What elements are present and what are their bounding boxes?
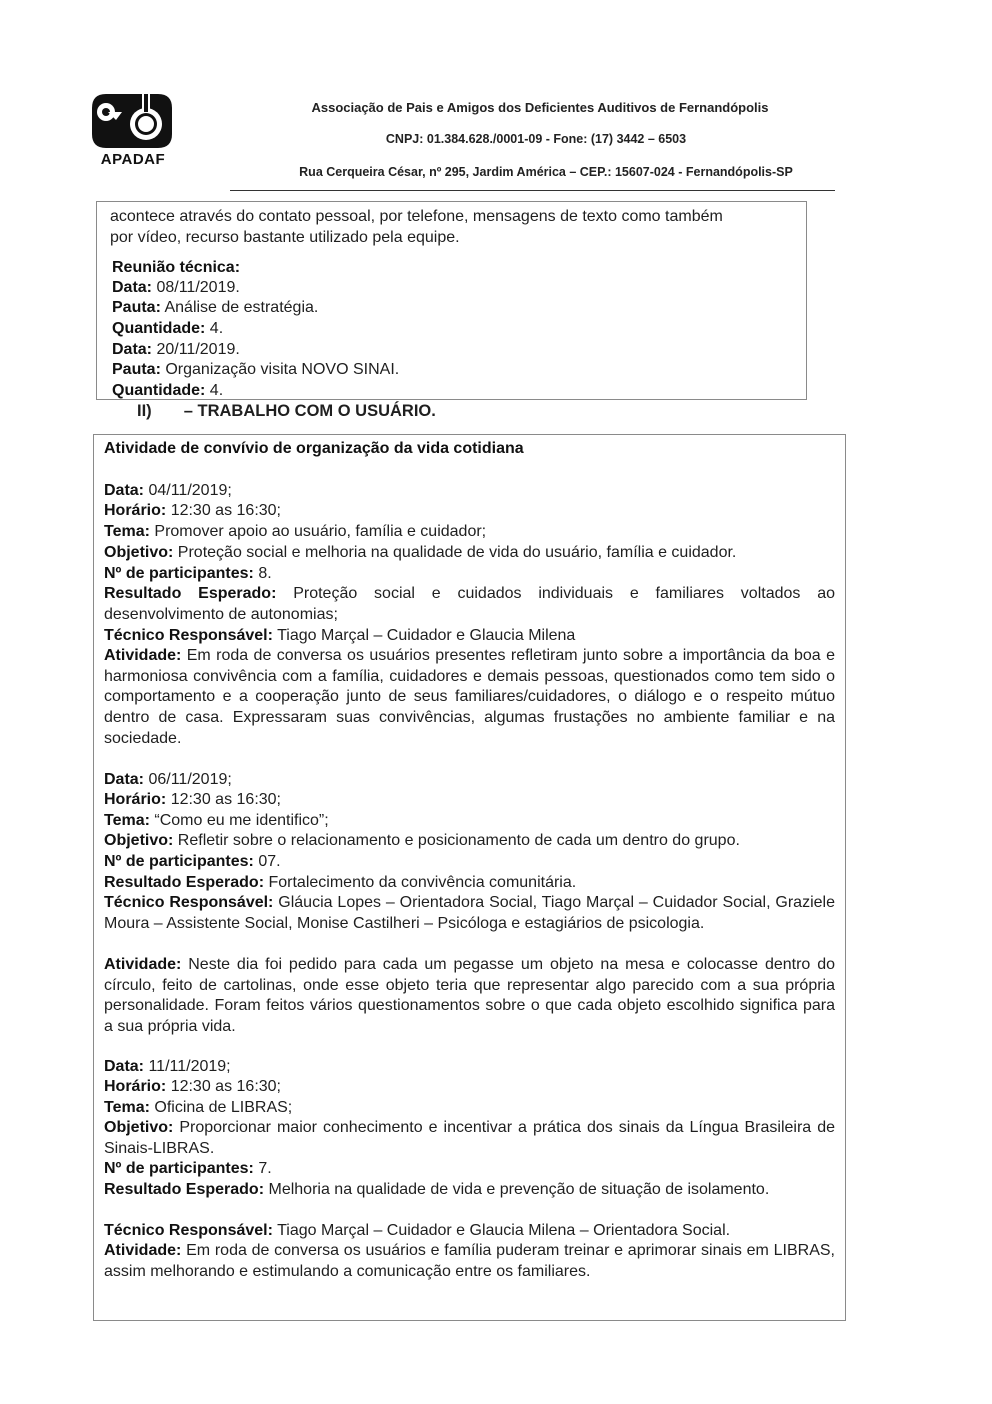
entry-3-technician: Técnico Responsável: Tiago Marçal – Cuidador e Glaucia Milena – Orientadora Social. — [104, 1222, 731, 1239]
entry-1-participants: Nº de participantes: 8. — [104, 565, 272, 582]
entry-3-theme: Tema: Oficina de LIBRAS; — [104, 1099, 293, 1116]
entry-1-theme: Tema: Promover apoio ao usuário, família e cuidador; — [104, 523, 487, 540]
header-divider — [230, 190, 835, 191]
entry-1-activity: Atividade: Em roda de conversa os usuários presentes refletiram junto sobre a importância da boa e harmoniosa convivência com a família, cuidadores e demais pessoas, questionados como tem sido o comportamento e a cooperação junto de seus familiares/cuidadores, o diálogo e o respeito mútuo dentro de casa. Expressaram suas convivências, algumas frustações no ambiente familiar e na sociedade. — [104, 647, 835, 747]
entry-1-date: Data: 04/11/2019; — [104, 482, 232, 499]
address: Rua Cerqueira César, nº 295, Jardim América – CEP.: 15607-024 - Fernandópolis-SP — [299, 165, 793, 179]
logo-text: APADAF — [100, 151, 166, 168]
entry-1-expected-result: Resultado Esperado: Proteção social e cuidados individuais e familiares voltados ao desenvolvimento de autonomias; — [104, 585, 835, 623]
entry-2-expected-result: Resultado Esperado: Fortalecimento da convivência comunitária. — [104, 874, 577, 891]
entry-3-activity: Atividade: Em roda de conversa os usuários e família puderam treinar e aprimorar sinais em LIBRAS, assim melhorando e estimulando a comunicação entre os familiares. — [104, 1242, 835, 1280]
entry-2-date: Data: 06/11/2019; — [104, 771, 232, 788]
entry-1-objective: Objetivo: Proteção social e melhoria na qualidade de vida do usuário, família e cuidador. — [104, 544, 737, 561]
entry-3-expected-result: Resultado Esperado: Melhoria na qualidade de vida e prevenção de situação de isolamento. — [104, 1181, 770, 1198]
section-title: II) – TRABALHO COM O USUÁRIO. — [137, 402, 436, 420]
entry-1-technician: Técnico Responsável: Tiago Marçal – Cuidador e Glaucia Milena — [104, 627, 576, 644]
entry-3-date: Data: 11/11/2019; — [104, 1058, 231, 1075]
intro-line-1: acontece através do contato pessoal, por telefone, mensagens de texto como também — [110, 208, 723, 225]
intro-line-2: por vídeo, recurso bastante utilizado pela equipe. — [110, 229, 460, 246]
entry-2-activity: Atividade: Neste dia foi pedido para cada um pegasse um objeto na mesa e colocasse dentro do círculo, feito de cartolinas, onde esse objeto teria que representar algo parecido com a sua própria personalidade. Foram feitos vários questionamentos sobre o que cada objeto escolhido significa para a sua própria vida. — [104, 956, 835, 1036]
meeting-1-date: Data: 08/11/2019. — [112, 279, 240, 296]
entry-3-objective: Objetivo: Proporcionar maior conhecimento e incentivar a prática dos sinais da Língua Brasileira de Sinais-LIBRAS. — [104, 1119, 835, 1157]
entry-2-theme: Tema: “Como eu me identifico”; — [104, 812, 329, 829]
meeting-1-quantity: Quantidade: 4. — [112, 320, 224, 337]
meeting-1-agenda: Pauta: Análise de estratégia. — [112, 299, 319, 316]
cnpj-phone: CNPJ: 01.384.628./0001-09 - Fone: (17) 3442 – 6503 — [385, 132, 687, 146]
meeting-2-agenda: Pauta: Organização visita NOVO SINAI. — [112, 361, 400, 378]
entry-3-time: Horário: 12:30 as 16:30; — [104, 1078, 281, 1095]
entry-2-technician: Técnico Responsável: Gláucia Lopes – Orientadora Social, Tiago Marçal – Cuidador Social, Graziele Moura – Assistente Social, Monise Castilheri – Psicóloga e estagiários de psicologia. — [104, 894, 835, 932]
activity-box-title: Atividade de convívio de organização da vida cotidiana — [104, 440, 524, 457]
entry-3-participants: Nº de participantes: 7. — [104, 1160, 272, 1177]
entry-2-objective: Objetivo: Refletir sobre o relacionamento e posicionamento de cada um dentro do grupo. — [104, 832, 740, 849]
entry-2-time: Horário: 12:30 as 16:30; — [104, 791, 281, 808]
meeting-2-quantity: Quantidade: 4. — [112, 382, 224, 399]
entry-2-participants: Nº de participantes: 07. — [104, 853, 281, 870]
entry-1-time: Horário: 12:30 as 16:30; — [104, 502, 281, 519]
meeting-2-date: Data: 20/11/2019. — [112, 341, 240, 358]
association-name: Associação de Pais e Amigos dos Deficientes Auditivos de Fernandópolis — [311, 100, 769, 115]
meeting-title: Reunião técnica: — [112, 259, 241, 276]
